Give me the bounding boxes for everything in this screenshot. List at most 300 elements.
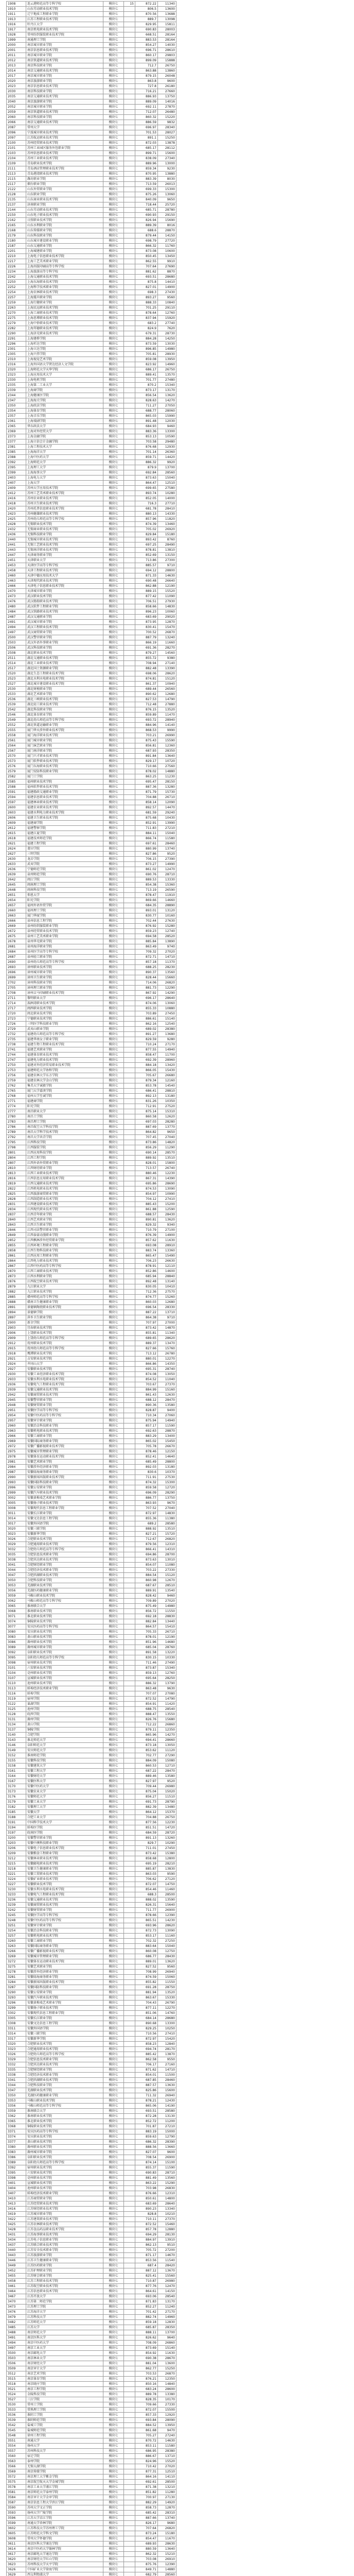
school-name-cell: 抚州职业技术学院 xyxy=(26,1341,103,1346)
plan-count-cell xyxy=(124,424,135,429)
school-code-cell: 2447 xyxy=(7,553,26,558)
plan-count-cell xyxy=(124,1470,135,1475)
school-code-cell: 2373 xyxy=(7,434,26,439)
plan-count-cell xyxy=(124,1418,135,1423)
school-code-cell: 1928 xyxy=(7,32,26,38)
min-score-cell: 890.37 xyxy=(135,970,158,975)
table-row xyxy=(7,2366,176,2371)
school-code-cell: 3212 xyxy=(7,1856,26,1861)
school-name-cell: 南京艺术学院 xyxy=(26,2371,103,2377)
plan-count-cell xyxy=(124,1552,135,1557)
plan-count-cell xyxy=(124,1357,135,1362)
subject-group-cell: 模块七 xyxy=(103,2418,124,2423)
plan-count-cell xyxy=(124,522,135,527)
min-rank-cell: 28700 xyxy=(158,1552,176,1557)
min-score-cell: 705.02 xyxy=(135,527,158,532)
school-code-cell: 2500 xyxy=(7,635,26,640)
school-name-cell: 南京理工大学紫金学院 xyxy=(26,2475,103,2480)
plan-count-cell xyxy=(124,1758,135,1764)
table-row xyxy=(7,2011,176,2016)
subject-group-cell: 模块七 xyxy=(103,2397,124,2402)
school-name-cell: 六安职业技术学院 xyxy=(26,2171,103,2176)
school-name-cell: 湖北生态工程职业技术学院 xyxy=(26,671,103,676)
subject-group-cell: 模块七 xyxy=(103,275,124,280)
plan-count-cell xyxy=(124,1671,135,1676)
subject-group-cell: 模块七 xyxy=(103,1939,124,1944)
min-rank-cell: 10170 xyxy=(158,2397,176,2402)
school-name-cell: 上海对外经贸大学 xyxy=(26,429,103,434)
min-rank-cell: 15290 xyxy=(158,2181,176,2186)
school-code-cell: 3368 xyxy=(7,2124,26,2129)
table-row xyxy=(7,1202,176,1207)
subject-group-cell: 模块七 xyxy=(103,1650,124,1655)
min-score-cell: 686.41 xyxy=(135,1089,158,1094)
table-row xyxy=(7,1697,176,1702)
min-score-cell: 850.61 xyxy=(135,2196,158,2201)
min-rank-cell: 9832 xyxy=(158,120,176,125)
min-score-cell: 853.13 xyxy=(135,434,158,439)
table-row xyxy=(7,254,176,259)
min-rank-cell: 15250 xyxy=(158,135,176,141)
plan-count-cell xyxy=(124,172,135,177)
table-row xyxy=(7,187,176,192)
school-name-cell: 华东政法大学 xyxy=(26,424,103,429)
school-name-cell: 皖西学院 xyxy=(26,1712,103,1717)
subject-group-cell: 模块七 xyxy=(103,1970,124,1975)
table-row xyxy=(7,110,176,115)
school-name-cell: 江苏财会职业学院 xyxy=(26,2274,103,2279)
school-name-cell: 江西交通职业技术学院 xyxy=(26,1181,103,1187)
school-name-cell: 山东外贸职业学院 xyxy=(26,187,103,192)
plan-count-cell xyxy=(124,1439,135,1444)
school-code-cell: 3188 xyxy=(7,1815,26,1820)
min-rank-cell: 14640 xyxy=(158,1454,176,1460)
subject-group-cell: 模块七 xyxy=(103,810,124,816)
plan-count-cell xyxy=(124,2119,135,2124)
min-rank-cell: 14960 xyxy=(158,362,176,367)
table-row xyxy=(7,2006,176,2011)
school-name-cell: 山东劳动职业技术学院 xyxy=(26,7,103,12)
school-code-cell: 3359 xyxy=(7,2109,26,2114)
subject-group-cell: 模块七 xyxy=(103,450,124,455)
table-row xyxy=(7,635,176,640)
table-row xyxy=(7,2129,176,2134)
school-code-cell: 3386 xyxy=(7,2155,26,2160)
min-score-cell: 862.77 xyxy=(135,2366,158,2371)
min-rank-cell: 14680 xyxy=(158,1640,176,1645)
table-row xyxy=(7,1089,176,1094)
school-code-cell: 3050 xyxy=(7,1578,26,1583)
min-score-cell: 883.53 xyxy=(135,38,158,43)
subject-group-cell: 模块七 xyxy=(103,2547,124,2552)
table-row xyxy=(7,1939,176,1944)
school-code-cell: 3068 xyxy=(7,1609,26,1614)
table-row xyxy=(7,2469,176,2475)
plan-count-cell xyxy=(124,2356,135,2361)
subject-group-cell: 模块七 xyxy=(103,2366,124,2371)
school-code-cell: 2609 xyxy=(7,821,26,826)
school-name-cell: 山东职业学院 xyxy=(26,192,103,197)
school-name-cell: 安徽中澳科技职业学院 xyxy=(26,1841,103,1846)
min-rank-cell: 15500 xyxy=(158,2408,176,2413)
subject-group-cell: 模块七 xyxy=(103,615,124,620)
school-code-cell: 3113 xyxy=(7,1686,26,1691)
table-row xyxy=(7,1001,176,1006)
school-name-cell: 福建林业职业技术学院 xyxy=(26,800,103,805)
table-row xyxy=(7,2119,176,2124)
school-name-cell: 江西现代职业技术学院 xyxy=(26,1207,103,1212)
plan-count-cell xyxy=(124,728,135,733)
plan-count-cell xyxy=(124,1583,135,1588)
min-score-cell: 705.33 xyxy=(135,1630,158,1635)
school-name-cell: 宁德师范学院 xyxy=(26,867,103,872)
min-rank-cell: 27290 xyxy=(158,1753,176,1758)
plan-count-cell xyxy=(124,1954,135,1959)
plan-count-cell xyxy=(124,306,135,311)
school-code-cell: 2279 xyxy=(7,321,26,326)
min-rank-cell: 28830 xyxy=(158,1614,176,1619)
table-row xyxy=(7,1521,176,1527)
min-rank-cell: 14030 xyxy=(158,43,176,48)
school-name-cell: 上海外国语大学贤达经济人文学院 xyxy=(26,362,103,367)
school-code-cell: 2867 xyxy=(7,1264,26,1269)
subject-group-cell: 模块七 xyxy=(103,609,124,615)
min-rank-cell: 9230 xyxy=(158,166,176,172)
table-row xyxy=(7,1892,176,1897)
school-name-cell: 江西建设职业技术学院 xyxy=(26,1202,103,1207)
school-code-cell: 3482 xyxy=(7,2320,26,2325)
table-row xyxy=(7,2181,176,2186)
min-rank-cell: 28500 xyxy=(158,1892,176,1897)
min-score-cell: 692.11 xyxy=(135,105,158,110)
plan-count-cell xyxy=(124,2294,135,2299)
subject-group-cell: 模块七 xyxy=(103,1573,124,1578)
min-rank-cell: 27040 xyxy=(158,1135,176,1140)
plan-count-cell xyxy=(124,779,135,785)
school-code-cell: 3503 xyxy=(7,2356,26,2361)
school-code-cell: 2894 xyxy=(7,1310,26,1315)
min-rank-cell: 15100 xyxy=(158,2160,176,2165)
subject-group-cell: 模块七 xyxy=(103,1918,124,1923)
school-name-cell: 连云港师范高等专科学校 xyxy=(26,2,103,7)
school-code-cell: 2395 xyxy=(7,465,26,470)
table-row xyxy=(7,1970,176,1975)
school-code-cell: 2503 xyxy=(7,640,26,646)
school-code-cell: 3224 xyxy=(7,1877,26,1882)
min-score-cell: 698.79 xyxy=(135,239,158,244)
subject-group-cell: 模块七 xyxy=(103,676,124,682)
table-row xyxy=(7,2042,176,2047)
subject-group-cell: 模块七 xyxy=(103,2155,124,2160)
min-score-cell: 806.5 xyxy=(135,7,158,12)
min-rank-cell: 28560 xyxy=(158,2572,176,2576)
subject-group-cell: 模块七 xyxy=(103,486,124,491)
school-name-cell: 福建农林大学金山学院 xyxy=(26,1078,103,1083)
min-rank-cell: 28500 xyxy=(158,2480,176,2485)
school-code-cell: 3422 xyxy=(7,2217,26,2222)
school-code-cell: 2924 xyxy=(7,1362,26,1367)
school-code-cell: 3176 xyxy=(7,1794,26,1800)
subject-group-cell: 模块七 xyxy=(103,1557,124,1563)
plan-count-cell xyxy=(124,1295,135,1300)
min-score-cell: 884.97 xyxy=(135,2238,158,2243)
min-rank-cell: 10370 xyxy=(158,1470,176,1475)
table-row xyxy=(7,2160,176,2165)
table-row xyxy=(7,836,176,841)
plan-count-cell xyxy=(124,826,135,831)
min-rank-cell: 12800 xyxy=(158,1856,176,1861)
min-score-cell: 889.78 xyxy=(135,2392,158,2397)
plan-count-cell xyxy=(124,2521,135,2526)
min-score-cell: 870.56 xyxy=(135,12,158,17)
subject-group-cell: 模块七 xyxy=(103,223,124,228)
subject-group-cell: 模块七 xyxy=(103,1372,124,1377)
table-row xyxy=(7,321,176,326)
school-code-cell: 2819 xyxy=(7,1181,26,1187)
subject-group-cell: 模块七 xyxy=(103,2495,124,2500)
subject-group-cell: 模块七 xyxy=(103,2536,124,2541)
min-score-cell: 861.43 xyxy=(135,1393,158,1398)
table-row xyxy=(7,1454,176,1460)
school-name-cell: 安徽三联学院 xyxy=(26,1527,103,1532)
min-rank-cell: 12190 xyxy=(158,584,176,589)
min-score-cell: 690.93 xyxy=(135,213,158,218)
school-name-cell: 南通大学 xyxy=(26,2438,103,2444)
min-rank-cell: 12760 xyxy=(158,311,176,316)
school-code-cell: 2533 xyxy=(7,692,26,697)
plan-count-cell xyxy=(124,620,135,625)
school-code-cell: 3140 xyxy=(7,1733,26,1738)
subject-group-cell: 模块七 xyxy=(103,2248,124,2253)
min-rank-cell: 9550 xyxy=(158,2057,176,2062)
subject-group-cell: 模块七 xyxy=(103,1748,124,1753)
table-row xyxy=(7,105,176,110)
plan-count-cell xyxy=(124,2418,135,2423)
plan-count-cell xyxy=(124,1944,135,1949)
school-code-cell: 3191 xyxy=(7,1820,26,1825)
table-row xyxy=(7,2227,176,2232)
school-name-cell: 江西水利职业学院 xyxy=(26,1274,103,1279)
plan-count-cell xyxy=(124,1578,135,1583)
min-score-cell: 854.92 xyxy=(135,2351,158,2356)
table-row xyxy=(7,352,176,357)
min-rank-cell: 9560 xyxy=(158,1964,176,1970)
min-score-cell: 864.57 xyxy=(135,1624,158,1630)
school-code-cell: 2984 xyxy=(7,1465,26,1470)
plan-count-cell xyxy=(124,1233,135,1238)
plan-count-cell xyxy=(124,682,135,687)
min-score-cell: 685.87 xyxy=(135,2325,158,2330)
school-name-cell: 安徽机电职业技术学院 xyxy=(26,1934,103,1939)
school-name-cell: 江西应用工程职业学院 xyxy=(26,1253,103,1259)
school-code-cell: 2654 xyxy=(7,898,26,903)
subject-group-cell: 模块七 xyxy=(103,1326,124,1331)
school-code-cell: 3545 xyxy=(7,2428,26,2433)
min-rank-cell: 27330 xyxy=(158,1568,176,1573)
min-score-cell: 685.04 xyxy=(135,1645,158,1650)
min-score-cell: 690.76 xyxy=(135,872,158,877)
subject-group-cell: 模块七 xyxy=(103,2150,124,2155)
min-score-cell: 891.84 xyxy=(135,754,158,759)
school-name-cell: 湖北职业技术学院 xyxy=(26,651,103,656)
min-rank-cell: 14420 xyxy=(158,455,176,460)
school-name-cell: 滁州职业技术学院 xyxy=(26,2145,103,2150)
plan-count-cell xyxy=(124,2330,135,2335)
table-row xyxy=(7,1130,176,1135)
plan-count-cell xyxy=(124,63,135,69)
school-name-cell: 福建技术师范学院 xyxy=(26,836,103,841)
plan-count-cell xyxy=(124,1053,135,1058)
school-code-cell: 3137 xyxy=(7,1727,26,1733)
school-name-cell: 湖北铁道运输职业学院 xyxy=(26,723,103,728)
plan-count-cell xyxy=(124,903,135,908)
school-name-cell: 南京交通职业技术学院 xyxy=(26,94,103,99)
subject-group-cell: 模块七 xyxy=(103,434,124,439)
min-score-cell: 890.23 xyxy=(135,2207,158,2212)
table-row xyxy=(7,22,176,27)
subject-group-cell: 模块七 xyxy=(103,965,124,970)
min-rank-cell: 10160 xyxy=(158,913,176,919)
min-score-cell: 859.63 xyxy=(135,2134,158,2140)
school-name-cell: 马鞍山职业技术学院 xyxy=(26,1594,103,1599)
school-name-cell: 厦门大学嘉庚学院 xyxy=(26,1089,103,1094)
subject-group-cell: 模块七 xyxy=(103,656,124,661)
school-name-cell: 上海师范大学 xyxy=(26,460,103,465)
min-score-cell: 864.47 xyxy=(135,481,158,486)
school-code-cell: 3629 xyxy=(7,2572,26,2576)
school-name-cell: 江苏商贸职业学院 xyxy=(26,2196,103,2201)
min-score-cell: 880.99 xyxy=(135,846,158,852)
school-code-cell: 2909 xyxy=(7,1336,26,1341)
min-rank-cell: 14830 xyxy=(158,1511,176,1516)
table-row xyxy=(7,2222,176,2227)
min-score-cell: 693.08 xyxy=(135,1243,158,1248)
subject-group-cell: 模块七 xyxy=(103,512,124,517)
min-rank-cell: 9380 xyxy=(158,656,176,661)
plan-count-cell xyxy=(124,1490,135,1496)
school-code-cell: 2717 xyxy=(7,1006,26,1011)
subject-group-cell: 模块七 xyxy=(103,2356,124,2361)
min-score-cell: 874.77 xyxy=(135,1295,158,1300)
subject-group-cell: 模块七 xyxy=(103,27,124,32)
school-name-cell: 赣州师范高等专科学校 xyxy=(26,1295,103,1300)
min-rank-cell: 13640 xyxy=(158,2547,176,2552)
min-score-cell: 860.03 xyxy=(135,1300,158,1305)
subject-group-cell: 模块七 xyxy=(103,1712,124,1717)
school-name-cell: 福州职业技术学院 xyxy=(26,779,103,785)
table-row xyxy=(7,1748,176,1753)
school-name-cell: 安徽艺术职业学院 xyxy=(26,1460,103,1465)
table-row xyxy=(7,208,176,213)
school-code-cell: 2259 xyxy=(7,300,26,306)
school-name-cell: 江西科技学院 xyxy=(26,1140,103,1145)
min-score-cell: 890.62 xyxy=(135,692,158,697)
subject-group-cell: 模块七 xyxy=(103,589,124,594)
school-code-cell: 2101 xyxy=(7,146,26,151)
table-row xyxy=(7,1717,176,1722)
school-code-cell: 2242 xyxy=(7,275,26,280)
min-score-cell: 828.44 xyxy=(135,975,158,980)
school-code-cell: 2520 xyxy=(7,671,26,676)
min-score-cell: 705.27 xyxy=(135,2433,158,2438)
subject-group-cell: 模块七 xyxy=(103,1815,124,1820)
min-score-cell: 863.93 xyxy=(135,1501,158,1506)
plan-count-cell xyxy=(124,661,135,666)
subject-group-cell: 模块七 xyxy=(103,187,124,192)
school-code-cell: 3437 xyxy=(7,2243,26,2248)
subject-group-cell: 模块七 xyxy=(103,1001,124,1006)
min-rank-cell: 13950 xyxy=(158,357,176,362)
min-score-cell: 855.33 xyxy=(135,1006,158,1011)
min-rank-cell: 28930 xyxy=(158,352,176,357)
min-rank-cell: 14290 xyxy=(158,991,176,996)
min-score-cell: 831.26 xyxy=(135,1099,158,1104)
school-code-cell: 3197 xyxy=(7,1831,26,1836)
min-rank-cell: 12110 xyxy=(158,1264,176,1269)
school-code-cell: 3599 xyxy=(7,2521,26,2526)
table-row xyxy=(7,543,176,548)
school-code-cell: 2403 xyxy=(7,476,26,481)
school-name-cell: 南京医科大学 xyxy=(26,2335,103,2341)
min-score-cell: 684.35 xyxy=(135,903,158,908)
min-score-cell: 837.94 xyxy=(135,316,158,321)
min-score-cell: 688.3 xyxy=(135,1892,158,1897)
min-score-cell: 876.21 xyxy=(135,2377,158,2382)
min-rank-cell: 13688 xyxy=(158,12,176,17)
school-name-cell: 厦门华天涉外职业技术学院 xyxy=(26,728,103,733)
school-code-cell: 1913 xyxy=(7,17,26,22)
table-row xyxy=(7,1367,176,1372)
min-score-cell: 874.14 xyxy=(135,2160,158,2165)
school-name-cell: 安徽农业大学 xyxy=(26,1789,103,1794)
school-name-cell: 泉州信息工程学院 xyxy=(26,919,103,924)
school-code-cell: 2392 xyxy=(7,460,26,465)
school-code-cell: 2100 xyxy=(7,141,26,146)
school-name-cell: 上海电力大学 xyxy=(26,476,103,481)
min-score-cell: 874.32 xyxy=(135,1480,158,1485)
plan-count-cell xyxy=(124,501,135,506)
min-rank-cell: 28470 xyxy=(158,1398,176,1403)
table-row xyxy=(7,1006,176,1011)
subject-group-cell: 模块七 xyxy=(103,1903,124,1908)
min-rank-cell: 27560 xyxy=(158,764,176,769)
plan-count-cell xyxy=(124,759,135,764)
plan-count-cell xyxy=(124,1918,135,1923)
subject-group-cell: 模块七 xyxy=(103,388,124,393)
table-row xyxy=(7,1578,176,1583)
min-rank-cell: 14310 xyxy=(158,1547,176,1552)
subject-group-cell: 模块七 xyxy=(103,321,124,326)
school-name-cell: 南京科技职业学院 xyxy=(26,89,103,94)
subject-group-cell: 模块七 xyxy=(103,1995,124,2001)
min-rank-cell: 15990 xyxy=(158,414,176,419)
school-name-cell: 山东传媒职业学院 xyxy=(26,228,103,233)
subject-group-cell: 模块七 xyxy=(103,2088,124,2093)
subject-group-cell: 模块七 xyxy=(103,367,124,372)
table-row xyxy=(7,733,176,738)
school-code-cell: 2849 xyxy=(7,1233,26,1238)
plan-count-cell xyxy=(124,1794,135,1800)
plan-count-cell xyxy=(124,465,135,470)
plan-count-cell xyxy=(124,1078,135,1083)
table-row xyxy=(7,403,176,409)
plan-count-cell xyxy=(124,1016,135,1022)
school-name-cell: 上海交通职业技术学院 xyxy=(26,275,103,280)
min-score-cell: 877.55 xyxy=(135,1047,158,1053)
plan-count-cell xyxy=(124,924,135,929)
school-code-cell: 3032 xyxy=(7,1547,26,1552)
plan-count-cell xyxy=(124,378,135,383)
